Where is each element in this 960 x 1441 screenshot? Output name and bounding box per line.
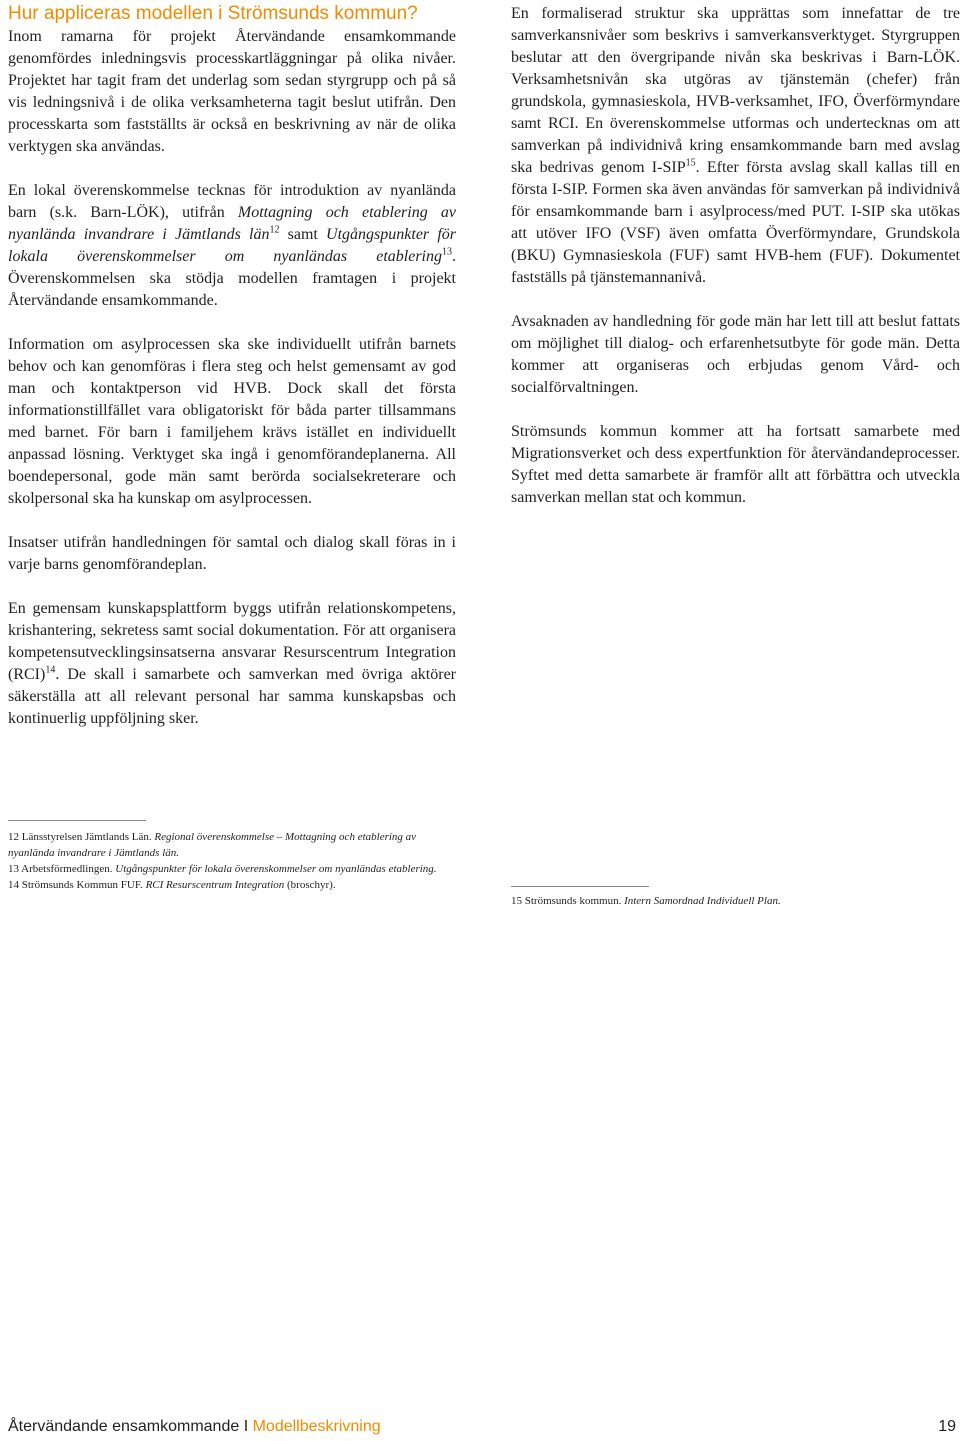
footnote-13: 13 Arbetsförmedlingen. Utgångspunkter för lokala överenskommelser om nyanländas etablering.: [8, 863, 437, 875]
footnote-ref: 14: [45, 664, 56, 676]
footer-title: Återvändande ensamkommande: [8, 1418, 240, 1435]
right-column: [511, 0, 960, 531]
footnote-14: 14 Strömsunds Kommun FUF. RCI Resurscentrum Integration (broschyr).: [8, 879, 336, 891]
paragraph-local-agreement: En lokal överenskommelse tecknas för introduktion av nyanlända barn (s.k. Barn-LÖK), utifrån Mottagning och etablering av nyanlända invandrare i Jämtlands län$^{12}$ samt Utgångspunkter för lokala överenskommelser om nyanländas etablering$^{13}$. Överenskommelsen ska stödja modellen framtagen i projekt Återvändande ensamkommande.: [8, 182, 457, 309]
paragraph-formal-structure: En formaliserad struktur ska upprättas som innefattar de tre samverkansnivåer som beskrivs i samverkansverktyget. Styrgruppen beslutar att den övergripande nivån ska beskrivas i Barn-LÖK. Verksamhetsnivån ska utgöras av tjänstemän (chefer) från grundskola, gymnasieskola, HVB-verksamhet, IFO, Överförmyndare samt RCI. En överenskommelse utformas och undertecknas om att samverkan på individnivå kring ensamkommande barn med avslag ska bedrivas genom I-SIP$^{15}$. Efter första avslag skall kallas till en första I-SIP. Formen ska även användas för samverkan på individnivå för ensamkommande barn i asylprocess/med PUT. I-SIP ska utökas att utöver IFO (VSF) även omfatta Överförmyndare, Grundskola (BKU) Gymnasieskola (FUF) samt HVB-hem (FUF). Dokumentet fastställs på tjänstemannanivå.: [511, 5, 960, 286]
footnote-ref: 15: [685, 157, 696, 169]
footnote-15: 15 Strömsunds kommun. Intern Samordnad Individuell Plan.: [511, 895, 781, 907]
footer-separator: I: [239, 1418, 253, 1435]
footnote-12: 12 Länsstyrelsen Jämtlands Län. Regional överenskommelse – Mottagning och etablering av nyanlända invandrare i Jämtlands län.: [8, 831, 417, 859]
footer-subtitle: Modellbeskrivning: [252, 1418, 381, 1435]
paragraph-asylum-information: Information om asylprocessen ska ske individuellt utifrån barnets behov och kan genomföras i flera steg och helst gemensamt av god man och kontaktperson vid HVB. Dock skall det första informationstillfället vara obligatoriskt för båda parter tillsammans med barnet. För barn i familjehem krävs istället en individuellt anpassad lösning. Verktyget ska ingå i genomförandeplanerna. All boendepersonal, gode män samt berörda socialsekreterare och skolpersonal ska ha kunskap om asylprocessen.: [8, 336, 456, 507]
footnotes-left: [8, 829, 456, 893]
citation-title: Utgångspunkter för lokala överenskommelser om nyanländas etablering: [8, 226, 457, 265]
citation-title: Mottagning och etablering av nyanlända invandrare i Jämtlands län: [8, 204, 456, 243]
paragraph-process-mapping: Inom ramarna för projekt Återvändande ensamkommande genomfördes inledningsvis processkartläggningar på olika nivåer. Projektet har tagit fram det underlag som sedan styrgrupp och på så vis ledningsnivå i de olika verksamheterna tagit beslut utifrån. Den processkarta som fastställts är också en beskrivning av när de olika verktygen ska användas.: [8, 28, 456, 155]
footnotes-right: [511, 893, 959, 909]
paragraph-guidance: Insatser utifrån handledningen för samtal och dialog skall föras in i varje barns genomförandeplan.: [8, 534, 456, 573]
paragraph-migration-cooperation: Strömsunds kommun kommer att ha fortsatt samarbete med Migrationsverket och dess expertfunktion för återvändandeprocesser. Syftet med detta samarbete är framför allt att förbättra och utveckla samverkan mellan stat och kommun.: [511, 423, 960, 506]
page-number: 19: [938, 1418, 956, 1435]
paragraph-guardian-guidance: Avsaknaden av handledning för gode män har lett till att beslut fattats om möjlighet till dialog- och erfarenhetsutbyte för gode män. Detta kommer att organiseras och erbjudas genom Vård- och socialförvaltningen.: [511, 313, 960, 396]
footnote-divider: [8, 820, 146, 821]
footnote-ref: 13: [442, 246, 452, 258]
left-column: [8, 0, 456, 752]
paragraph-knowledge-platform: En gemensam kunskapsplattform byggs utifrån relationskompetens, krishantering, sekretess samt social dokumentation. För att organisera kompetensutvecklingsinsatserna ansvarar Resurscentrum Integration (RCI)$^{14}$. De skall i samarbete och samverkan med övriga aktörer säkerställa att all relevant personal har samma kunskapsbas och kontinuerlig uppföljning sker.: [8, 600, 456, 727]
footnote-ref: 12: [269, 224, 280, 236]
running-footer: [8, 1416, 381, 1438]
footnote-divider: [511, 886, 649, 887]
section-heading: Hur appliceras modellen i Strömsunds kommun?: [8, 3, 418, 24]
